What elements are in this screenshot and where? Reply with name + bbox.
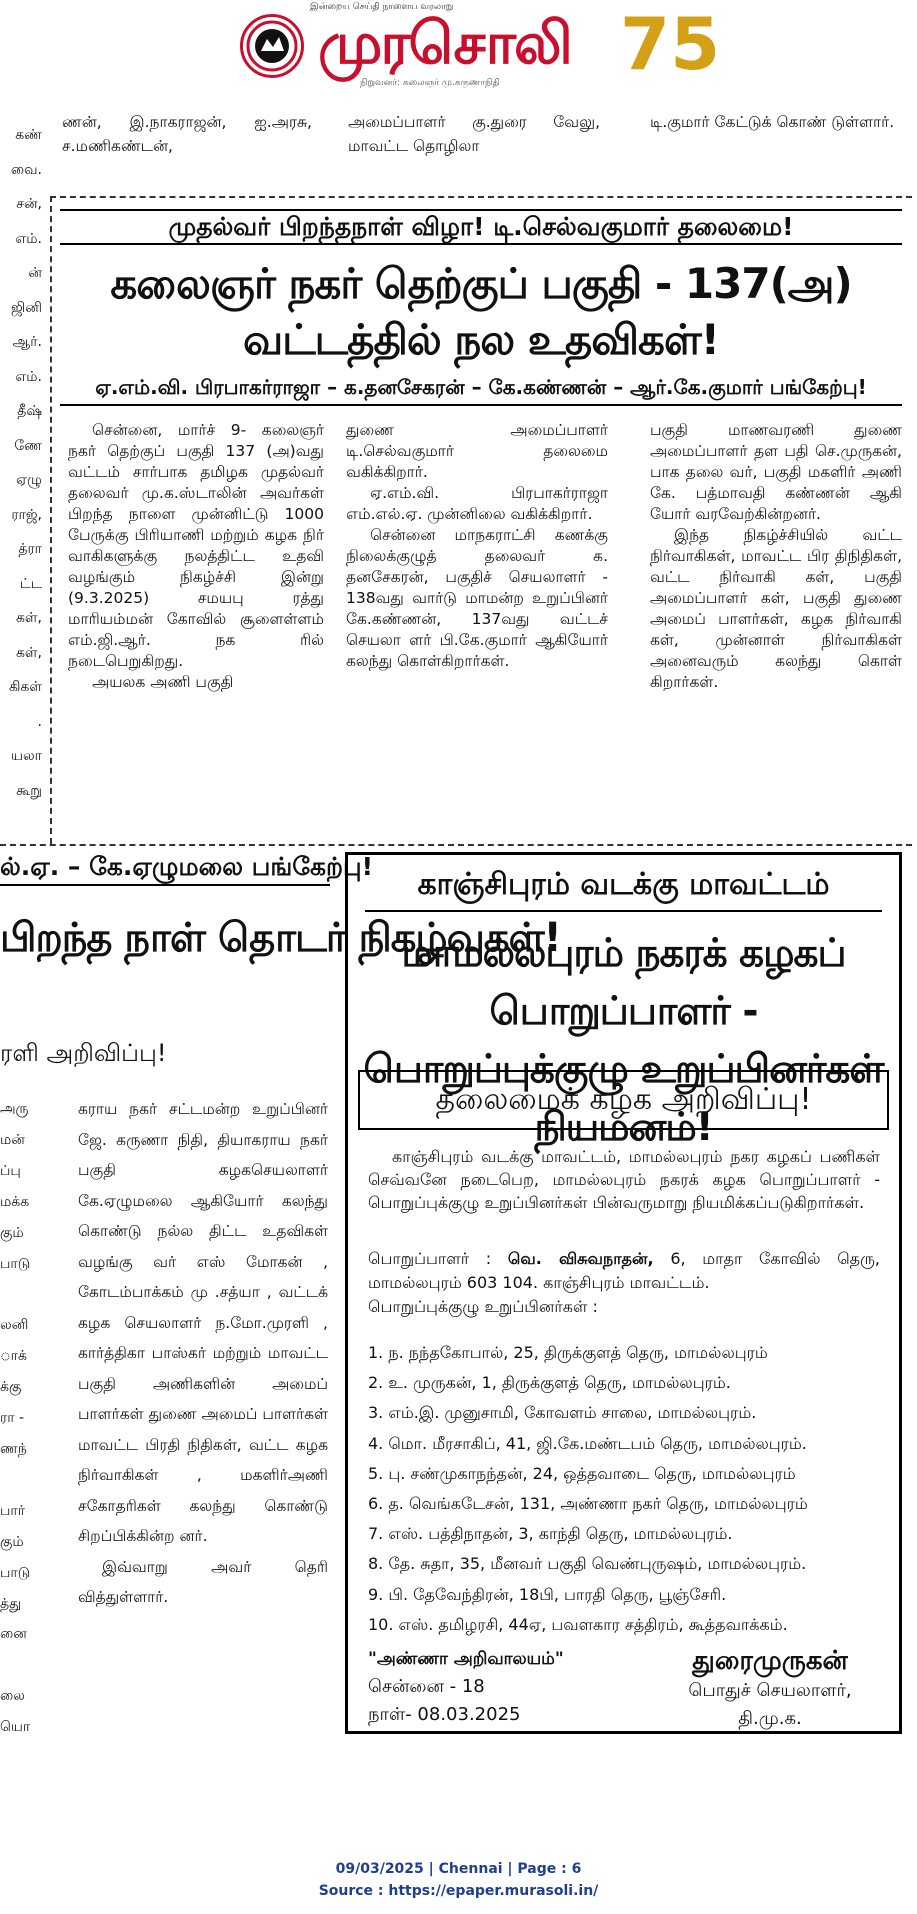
edge-word: வை. — [10, 161, 42, 178]
story2-subhead: ரளி அறிவிப்பு! — [0, 1039, 167, 1067]
edge-word: ன் — [28, 265, 42, 281]
edge-word: னை — [0, 1626, 27, 1643]
story1-col1-p1: சென்னை, மார்ச் 9- கலைஞர் நகர் தெற்குப் பகுதி 137 (அ)வது வட்டம் சார்பாக தமிழக முதல்வர் தலைவர் மு.க.ஸ்டாலின் அவர்கள் பிறந்த நாளை முன்னிட்டு 1000 பேருக்கு பிரியாணி மற்றும் கழக நிர் வாகிகளுக்கு நலத்திட்ட உதவி வழங்கும் நிகழ்ச்சி இன்று (9.3.2025) சமயபு ரத்து மாரியம்மன் கோவில் சூளைள்ளம் எம்.ஜி.ஆர். நக ரில் நடைபெறுகிறது. — [68, 421, 324, 670]
story1-col1-p2: அயலக அணி பகுதி — [92, 673, 234, 691]
list-item: 3. எம்.இ. முனுசாமி, கோவளம் சாலை, மாமல்லபுரம். — [368, 1403, 757, 1423]
story2-col — [78, 1094, 328, 1613]
edge-word: யலா — [11, 748, 42, 764]
story1-kicker: முதல்வர் பிறந்தநாள் விழா! டி.செல்வகுமார் தலைமை! — [60, 209, 902, 245]
announcement-headline-line1: மாமல்லபுரம் நகரக் கழகப் பொறுப்பாளர் - — [401, 931, 846, 1034]
edge-word: கள், — [15, 644, 42, 661]
list-item: 2. உ. முருகன், 1, திருக்குளத் தெரு, மாமல்லபுரம். — [368, 1373, 731, 1393]
edge-word: பாடு — [0, 1255, 31, 1272]
announcement-intro: காஞ்சிபுரம் வடக்கு மாவட்டம், மாமல்லபுரம் நகர கழகப் பணிகள் செவ்வனே நடைபெற, மாமல்லபுரம் நகரக் கழக பொறுப்பாளர் - பொறுப்புக்குழு உறுப்பினர்கள் பின்வருமாறு நியமிக்கப்படுகிறார்கள். — [368, 1147, 880, 1212]
story2-col-p1: கராய நகர் சட்டமன்ற உறுப்பினர் ஜே. கருணா நிதி, தியாகராய நகர் பகுதி கழகசெயலாளர் கே.ஏழுமலை ஆகியோர் கலந்து கொண்டு நல்ல திட்ட உதவிகள் வழங்கு வர் எஸ் மோகன் , கோடம்பாக்கம் மு .சத்யா , வட்டக் கழக செயலாளர் ந.மோ.முரளி , கார்த்திகா பாஸ்கர் மற்றும் மாவட்ட பகுதி அணிகளின் அமைப் பாளர்கள் துணை அமைப் பாளர்கள் மாவட்ட பிரதி நிதிகள், வட்ட கழக நிர்வாகிகள் , மகளிர்அணி சகோதரிகள் கலந்து கொண்டு சிறப்பிக்கின்ற னர். — [78, 1100, 328, 1545]
list-item: 10. எஸ். தமிழரசி, 44ஏ, பவளகார சத்திரம், கூத்தவாக்கம். — [368, 1614, 788, 1634]
story1-subhead: ஏ.எம்.வி. பிரபாகர்ராஜா – க.தனசேகரன் – கே.கண்ணன் – ஆர்.கே.குமார் பங்கேற்பு! — [60, 370, 902, 406]
announcement-rule — [365, 910, 882, 912]
story1-col3-p1: பகுதி மாணவரணி துணை அமைப்பாளர் தள பதி செ.முருகன், பாக தலை வர், பகுதி மகளிர் அணி கே. பத்மாவதி கண்ணன் ஆகி யோர் வரவேற்கின்றனர். — [650, 421, 902, 523]
story1-col2-p2: ஏ.எம்.வி. பிரபாகர்ராஜா எம்.எல்.ஏ. முன்னிலை வகிக்கிறார். — [346, 484, 608, 523]
list-item: 7. எஸ். பத்திநாதன், 3, காந்தி தெரு, மாமல்லபுரம். — [368, 1524, 733, 1544]
edge-word: சன், — [16, 196, 42, 212]
story1-col2 — [346, 420, 608, 672]
edge-word: அரு — [0, 1101, 29, 1117]
list-item: 1. ந. நந்தகோபால், 25, திருக்குளத் தெரு, மாமல்லபுரம் — [368, 1343, 768, 1362]
list-item: 4. மொ. மீரசாகிப், 41, ஜி.கே.மண்டபம் தெரு, மாமல்லபுரம். — [368, 1433, 807, 1453]
announcement-date: நாள்- 08.03.2025 — [368, 1704, 521, 1725]
edge-word: தீஷ் — [17, 403, 42, 419]
story1-left-rule — [50, 196, 52, 844]
announcement-signatory — [660, 1645, 880, 1733]
announcement-district: காஞ்சிபுரம் வடக்கு மாவட்டம் — [417, 867, 830, 902]
edge-word — [0, 1650, 46, 1681]
emblem-icon — [240, 14, 304, 78]
page-footer-info: 09/03/2025 | Chennai | Page : 6 — [335, 1861, 582, 1877]
edge-word: ராஜ், — [11, 506, 42, 523]
edge-word: பார் — [0, 1502, 26, 1519]
announcement-headline-line2: பொறுப்புக்குழு உறுப்பினர்கள் நியமனம்! — [363, 1047, 884, 1150]
edge-word: கள், — [15, 610, 42, 626]
edge-word: லை — [0, 1688, 25, 1705]
list-item: 8. தே. சுதா, 35, மீனவர் பகுதி வெண்புருஷம், மாமல்லபுரம். — [368, 1554, 807, 1574]
edge-word: ாக் — [0, 1348, 27, 1365]
edge-word: ணே — [14, 437, 42, 454]
story2-headline: பிறந்த நாள் தொடர் நிகழ்வுகள்! — [0, 915, 561, 961]
edge-word: பாடு — [0, 1564, 31, 1581]
announcement-subhead: தலைமைக் கழக அறிவிப்பு! — [435, 1082, 812, 1117]
story1-col3 — [650, 420, 902, 693]
fragment-col3: டி.குமார் கேட்டுக் கொண் டுள்ளார். — [650, 113, 895, 131]
edge-word: எம். — [15, 368, 42, 385]
story1-col2-p1: துணை அமைப்பாளர் டி.செல்வகுமார் தலைமை வகிக்கிறார். — [346, 421, 608, 481]
edge-word: யொ — [0, 1719, 31, 1736]
signatory-org: தி.மு.க. — [738, 1708, 802, 1729]
signatory-name: துரைமுருகன் — [692, 1646, 848, 1676]
incharge-name: வெ. விசுவநாதன், — [507, 1249, 654, 1268]
edge-word: கிகள் — [8, 679, 42, 695]
story1-headline: கலைஞர் நகர் தெற்குப் பகுதி - 137(அ) வட்டத்தில் நல உதவிகள்! — [110, 259, 852, 364]
story2-edge-column — [0, 1094, 46, 1743]
masthead-title: முரசொலி — [318, 9, 571, 77]
edge-word: ஏழு — [16, 472, 42, 488]
fragment-col2: அமைப்பாளர் கு.துரை வேலு, மாவட்ட தொழிலா — [348, 113, 600, 155]
announcement-incharge — [368, 1247, 880, 1319]
left-edge-column — [0, 118, 42, 808]
story1-col2-p3: சென்னை மாநகராட்சி கணக்கு நிலைக்குழுத் தலைவர் க. தனசேகரன், பகுதிச் செயலாளர் - 138வது வார்டு மாமன்ற உறுப்பினர் கே.கண்ணன், 137வது வட்டச் செயலா ளர் பி.கே.குமார் ஆகியோர் கலந்து கொள்கிறார்கள். — [346, 526, 608, 670]
members-label: பொறுப்புக்குழு உறுப்பினர்கள் : — [368, 1297, 598, 1316]
page-footer — [0, 1858, 917, 1902]
page-footer-source[interactable]: Source : https://epaper.murasoli.in/ — [318, 1883, 599, 1899]
edge-word: ஆர். — [12, 334, 42, 350]
edge-word: ட்ட — [19, 575, 42, 592]
edge-word — [0, 1279, 46, 1310]
signatory-title: பொதுச் செயலாளர், — [688, 1680, 852, 1701]
edge-word: கும் — [0, 1533, 24, 1550]
incharge-label: பொறுப்பாளர் : — [368, 1249, 492, 1268]
edge-word: க்கு — [0, 1379, 22, 1396]
edge-word: லனி — [0, 1317, 29, 1334]
edge-word: மக்க — [0, 1193, 30, 1210]
list-item: 6. த. வெங்கடேசன், 131, அண்ணா நகர் தெரு, மாமல்லபுரம் — [368, 1494, 808, 1514]
edge-word: கும் — [0, 1224, 24, 1241]
story2-col-p2: இவ்வாறு அவர் தெரி வித்துள்ளார். — [78, 1557, 328, 1606]
fragment-col1: ணன், இ.நாகராஜன், ஐ.அரசு, ச.மணிகண்டன், — [62, 113, 312, 155]
incharge-address: 6, மாதா கோவில் தெரு, மாமல்லபுரம் 603 104. காஞ்சிபுரம் மாவட்டம். — [368, 1249, 880, 1292]
edge-word: கண் — [15, 127, 42, 143]
edge-word: த்ரா — [18, 541, 42, 557]
edge-word: எம். — [15, 230, 42, 247]
edge-word: ணந் — [0, 1440, 27, 1457]
edge-word: த்து — [0, 1595, 22, 1612]
story2-kicker: ல்.ஏ. – கே.ஏழுமலை பங்கேற்பு! — [0, 850, 330, 886]
edge-word: . — [37, 713, 42, 730]
story1-top-rule — [50, 196, 912, 198]
edge-word: ப்பு — [0, 1162, 21, 1179]
masthead-subtitle: நிறுவனர்: கலைஞர் மு.கருணாநிதி — [360, 78, 500, 88]
story1-col3-p2: இந்த நிகழ்ச்சியில் வட்ட நிர்வாகிகள், மாவட்ட பிர திநிதிகள், வட்ட நிர்வாகி கள், பகுதி அமைப்பாளர் கள், பகுதி துணை அமைப் பாளர்கள், கழக நிர்வாகி கள், முன்னாள் நிர்வாகிகள் அனைவரும் கலந்து கொள் கிறார்கள். — [650, 526, 902, 691]
story1-col1 — [68, 420, 324, 693]
edge-word: ரா - — [0, 1410, 25, 1427]
story1-bottom-rule — [0, 844, 912, 846]
edge-word: ஜினி — [11, 299, 42, 316]
members-list — [368, 1338, 888, 1640]
anniversary-logo: 75 — [620, 2, 721, 86]
edge-word: கூறு — [16, 782, 42, 799]
list-item: 9. பி. தேவேந்திரன், 18பி, பாரதி தெரு, பூஞ்சேரி. — [368, 1584, 727, 1604]
announcement-place — [368, 1645, 618, 1729]
list-item: 5. பு. சண்முகாநந்தன், 24, ஒத்தவாடை தெரு, மாமல்லபுரம் — [368, 1463, 796, 1483]
place-city: சென்னை - 18 — [368, 1676, 485, 1697]
edge-word — [0, 1465, 46, 1496]
edge-word: மன் — [0, 1131, 25, 1148]
masthead-tagline: இன்றைய செய்தி நாளைய வரலாறு — [310, 2, 454, 12]
place-quote: "அண்ணா அறிவாலயம்" — [368, 1649, 564, 1669]
